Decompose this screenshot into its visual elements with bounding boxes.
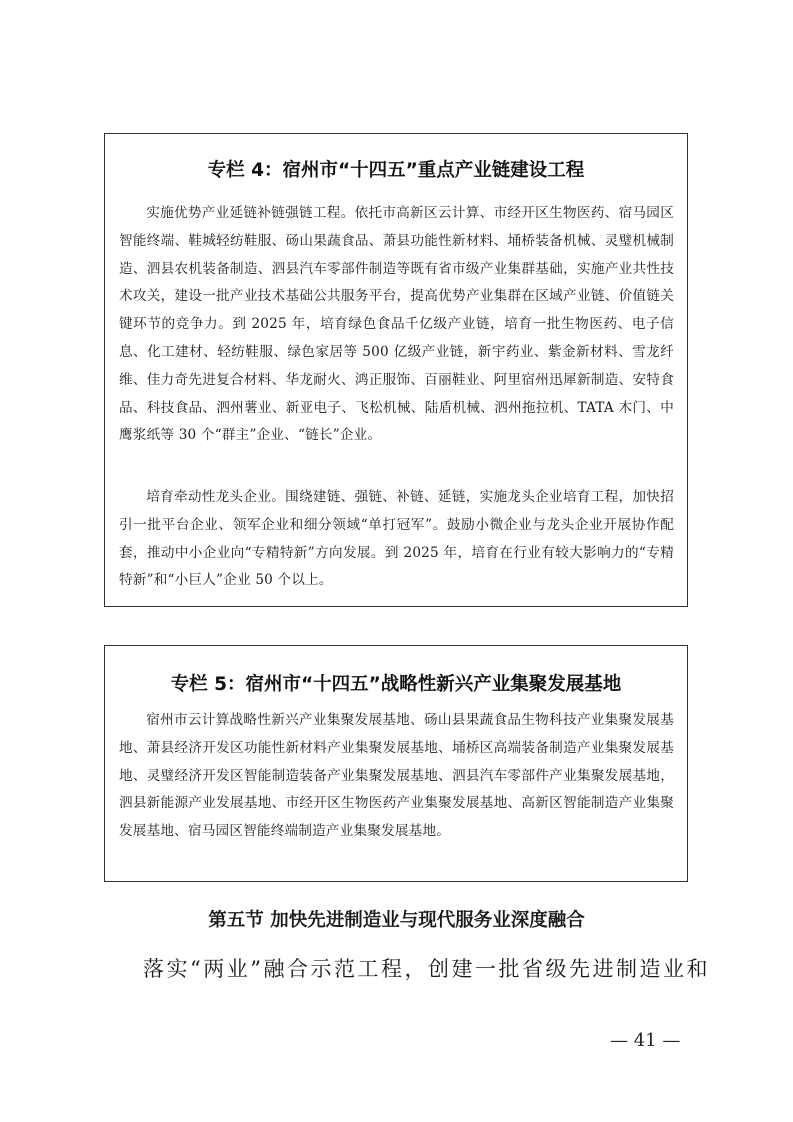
column-4-paragraph-2: 培育牵动性龙头企业。围绕建链、强链、补链、延链，实施龙头企业培育工程，加快招引一批平台企业、领军企业和细分领域“单打冠军”。鼓励小微企业与龙头企业开展协作配套，推动中小企业向“专精特新”方向发展。到 2025 年，培育在行业有较大影响力的“专精特新”和“小巨人”企业 50 个以上。 <box>119 489 674 589</box>
column-4-paragraph-1: 实施优势产业延链补链强链工程。依托市高新区云计算、市经开区生物医药、宿马园区智能终端、鞋城轻纺鞋服、砀山果蔬食品、萧县功能性新材料、埇桥装备机械、灵璧机械制造、泗县农机装备制造、泗县汽车零部件制造等既有省市级产业集群基础，实施产业共性技术攻关，建设一批产业技术基础公共服务平台，提高优势产业集群在区域产业链、价值链关键环节的竞争力。到 2025 年，培育绿色食品千亿级产业链，培育一批生物医药、电子信息、化工建材、轻纺鞋服、绿色家居等 500 亿级产业链，新宇药业、紫金新材料、雪龙纤维、佳力奇先进复合材料、华龙耐火、鸿正服饰、百丽鞋业、阿里宿州迅犀新制造、安特食品、科技食品、泗州薯业、新亚电子、飞松机械、陆盾机械、泗州拖拉机、TATA 木门、中鹰浆纸等 30 个“群主”企业、“链长”企业。 <box>119 205 674 444</box>
page-number: — 41 — <box>610 1030 681 1051</box>
column-4-title: 专栏 4：宿州市“十四五”重点产业链建设工程 <box>207 160 585 181</box>
column-box-5 <box>104 645 688 882</box>
column-5-title: 专栏 5：宿州市“十四五”战略性新兴产业集聚发展基地 <box>170 674 622 695</box>
column-5-paragraph-1: 宿州市云计算战略性新兴产业集聚发展基地、砀山县果蔬食品生物科技产业集聚发展基地、萧县经济开发区功能性新材料产业集聚发展基地、埇桥区高端装备制造产业集聚发展基地、灵璧经济开发区智能制造装备产业集聚发展基地、泗县汽车零部件产业集聚发展基地，泗县新能源产业发展基地、市经开区生物医药产业集聚发展基地、高新区智能制造产业集聚发展基地、宿马园区智能终端制造产业集聚发展基地。 <box>119 712 674 840</box>
section-body-text: 落实“两业”融合示范工程，创建一批省级先进制造业和 <box>143 957 710 981</box>
column-box-4 <box>104 133 688 607</box>
section-heading: 第五节 加快先进制造业与现代服务业深度融合 <box>208 910 585 931</box>
